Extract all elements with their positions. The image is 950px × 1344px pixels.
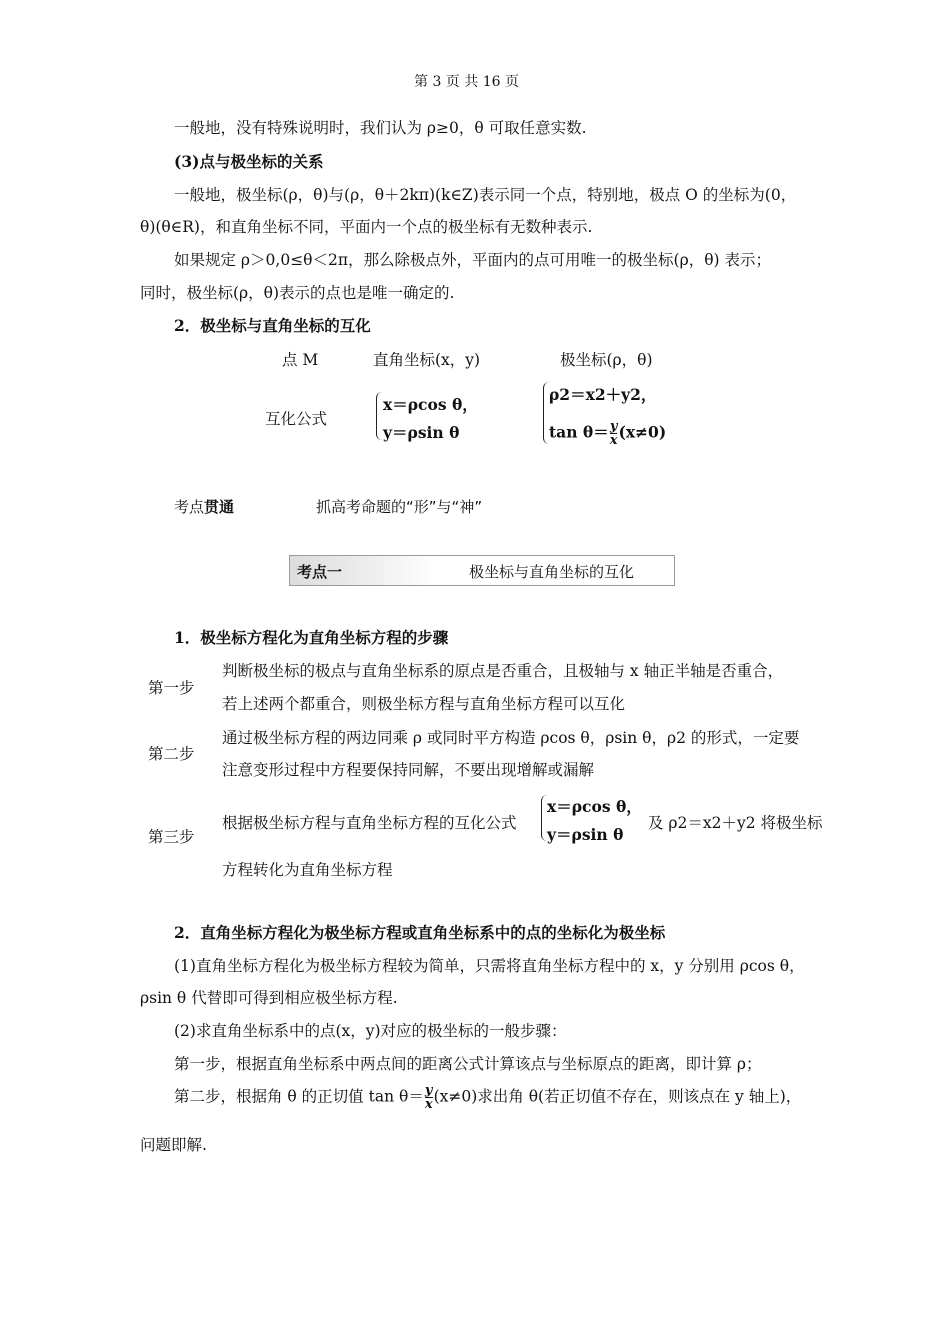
kaodian-subtitle: 抓高考命题的“形”与“神” xyxy=(316,498,483,516)
step-text: 方程转化为直角坐标方程 xyxy=(222,861,393,879)
step3-formula-1: x＝ρcos θ， xyxy=(547,797,642,816)
item3-heading: (3)点与极坐标的关系 xyxy=(174,152,324,171)
paragraph-line: 如果规定 ρ＞0,0≤θ＜2π，那么除极点外，平面内的点可用唯一的极坐标(ρ，θ) 表示； xyxy=(174,251,772,269)
step-label: 第三步 xyxy=(148,828,195,846)
step-label: 第二步 xyxy=(148,745,195,763)
sub-heading: (2)求直角坐标系中的点(x，y)对应的极坐标的一般步骤： xyxy=(174,1022,567,1040)
col-point-m: 点 M xyxy=(282,351,319,369)
steps-heading: 1．极坐标方程化为直角坐标方程的步骤 xyxy=(174,628,449,647)
paragraph-line: 问题即解. xyxy=(140,1136,207,1154)
step-text: 通过极坐标方程的两边同乘 ρ 或同时平方构造 ρcos θ，ρsin θ，ρ2 的形式，一定要 xyxy=(222,729,800,747)
fraction-y-over-x: $\frac{y}{x}$ xyxy=(424,1083,433,1112)
intro-text: 一般地，没有特殊说明时，我们认为 ρ≥0，θ 可取任意实数. xyxy=(174,119,587,137)
step3-formula-2: y＝ρsin θ xyxy=(547,825,624,844)
step-text: 根据极坐标方程与直角坐标方程的互化公式 xyxy=(222,814,517,832)
step-text: 注意变形过程中方程要保持同解，不要出现增解或漏解 xyxy=(222,761,595,779)
col-polar-coord: 极坐标(ρ，θ) xyxy=(560,351,653,369)
section-heading: 2．直角坐标方程化为极坐标方程或直角坐标系中的点的坐标化为极坐标 xyxy=(174,923,666,942)
paragraph-line: (1)直角坐标方程化为极坐标方程较为简单，只需将直角坐标方程中的 x，y 分别用 ρcos θ， xyxy=(174,957,805,975)
page-number: 第 3 页 共 16 页 xyxy=(414,74,519,90)
paragraph-line: 一般地，极坐标(ρ，θ)与(ρ，θ＋2kπ)(k∈Z)表示同一个点，特别地，极点 O 的坐标为(0， xyxy=(174,186,797,204)
topic-title: 极坐标与直角坐标的互化 xyxy=(469,563,635,581)
rect-formula-2: y＝ρsin θ xyxy=(383,423,460,442)
col-rect-coord: 直角坐标(x，y) xyxy=(373,351,481,369)
fraction-y-over-x: $\frac{y}{x}$ xyxy=(609,419,618,448)
brace-icon xyxy=(376,392,382,440)
topic-tag: 考点一 xyxy=(297,563,343,581)
polar-formula-1: ρ2＝x2＋y2， xyxy=(549,385,657,404)
paragraph-line: 同时，极坐标(ρ，θ)表示的点也是唯一确定的. xyxy=(140,284,455,302)
kaodian-label: 考点贯通 xyxy=(174,498,235,516)
rect-formula-1: x＝ρcos θ， xyxy=(383,395,478,414)
section-heading: 2．极坐标与直角坐标的互化 xyxy=(174,316,371,335)
paragraph-line: θ)(θ∈R)，和直角坐标不同，平面内一个点的极坐标有无数种表示. xyxy=(140,218,593,236)
paragraph-line: 第二步，根据角 θ 的正切值 tan θ＝ $\frac{y}{x}$ (x≠0)求出角 θ(若正切值不存在，则该点在 y 轴上)， xyxy=(174,1083,802,1112)
step-label: 第一步 xyxy=(148,679,195,697)
step-text: 判断极坐标的极点与直角坐标系的原点是否重合，且极轴与 x 轴正半轴是否重合， xyxy=(222,662,784,680)
row-label-formula: 互化公式 xyxy=(265,410,328,428)
step-text: 若上述两个都重合，则极坐标方程与直角坐标方程可以互化 xyxy=(222,695,626,713)
paragraph-line: ρsin θ 代替即可得到相应极坐标方程. xyxy=(140,989,398,1007)
polar-formula-2: tan θ＝ $\frac{y}{x}$ (x≠0) xyxy=(549,419,667,448)
paragraph-line: 第一步，根据直角坐标系中两点间的距离公式计算该点与坐标原点的距离，即计算 ρ； xyxy=(174,1055,762,1073)
step-text: 及 ρ2＝x2＋y2 将极坐标 xyxy=(648,814,823,832)
